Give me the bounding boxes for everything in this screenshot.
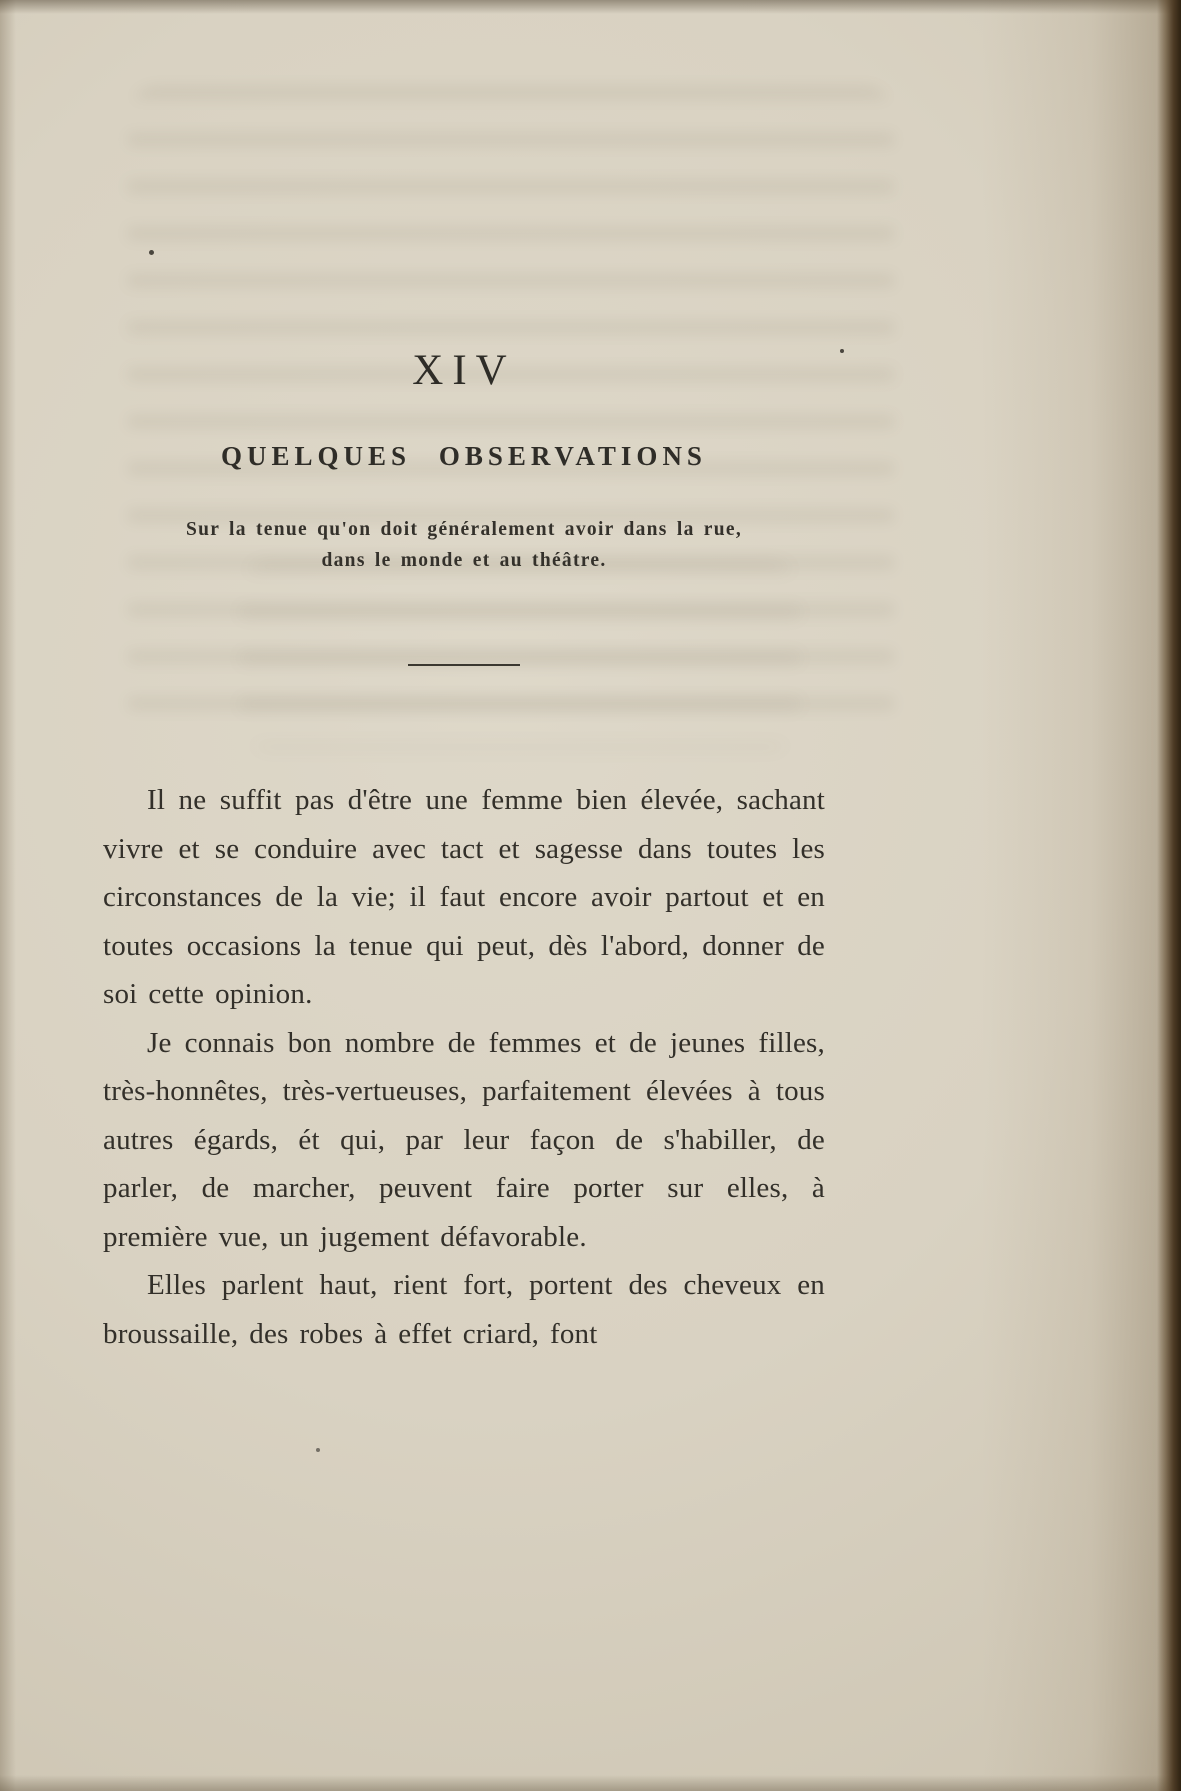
chapter-number: XIV: [412, 347, 516, 394]
paragraph-1: Il ne suffit pas d'être une femme bien élevée, sachant vivre et se conduire avec tact et sagesse dans toutes les circonstances de la vie; il faut encore avoir partout et en toutes occasions la tenue qui peut, dès l'abord, donner de soi cette opinion.: [103, 784, 825, 1010]
section-divider: [408, 664, 520, 666]
bottom-edge-shadow: [0, 1775, 1181, 1791]
right-gutter-shading: [981, 0, 1181, 1791]
ink-speck: [840, 349, 844, 353]
left-edge-shadow: [0, 0, 16, 1791]
paragraph-2: Je connais bon nombre de femmes et de jeunes filles, très-honnêtes, très-vertueuses, parfaitement élevées à tous autres égards, ét qui, par leur façon de s'habiller, de parler, de marcher, peuvent faire porter sur elles, à première vue, un jugement défavorable.: [103, 1026, 825, 1253]
chapter-subtitle: [103, 514, 825, 576]
ink-speck: [316, 1448, 320, 1452]
subtitle-line-1: Sur la tenue qu'on doit généralement avoir dans la rue,: [185, 519, 743, 540]
body-text: [103, 776, 825, 1358]
paragraph-3: Elles parlent haut, rient fort, portent des cheveux en broussaille, des robes à effet criard, font: [103, 1269, 825, 1350]
printed-page-content: [103, 0, 825, 1358]
chapter-title: QUELQUES OBSERVATIONS: [221, 441, 707, 471]
subtitle-line-2: dans le monde et au théâtre.: [321, 550, 607, 571]
page-edge-shadow: [1157, 0, 1181, 1791]
